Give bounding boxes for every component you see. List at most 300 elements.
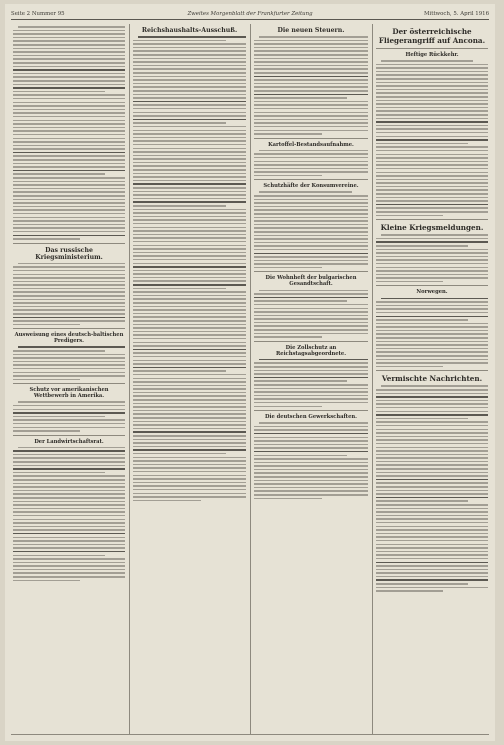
text-line [254, 213, 368, 215]
text-line [376, 547, 488, 549]
text-line [133, 255, 246, 257]
text-line [13, 231, 125, 233]
text-line [13, 281, 125, 283]
text-line [254, 122, 368, 124]
column-3 [254, 24, 368, 501]
section-rule [254, 179, 368, 180]
text-line [254, 362, 368, 364]
text-line [13, 501, 125, 503]
text-line [13, 188, 125, 190]
text-line [254, 388, 368, 390]
article-heading: Der österreichische Fliegerangriff auf Ancona. [378, 27, 486, 45]
text-line [254, 433, 368, 435]
text-line [133, 115, 246, 117]
text-line [254, 267, 322, 269]
column-4 [376, 24, 488, 594]
text-line [13, 572, 125, 574]
text-line [133, 140, 246, 142]
text-line [254, 373, 368, 375]
text-line [376, 267, 488, 269]
text-line [133, 399, 246, 401]
text-line [376, 301, 488, 303]
text-line [133, 83, 246, 85]
text-line [13, 274, 125, 276]
text-line [18, 346, 125, 348]
column-1 [13, 24, 125, 583]
text-line [376, 132, 488, 134]
text-line [133, 496, 246, 498]
text-line [133, 40, 226, 42]
text-line [376, 436, 488, 438]
text-line [13, 565, 125, 567]
text-line [376, 249, 488, 251]
text-line [13, 284, 125, 286]
article-heading: Der Landwirtschaftsrat. [34, 438, 104, 445]
text-line [254, 90, 368, 92]
text-line [254, 68, 368, 70]
text-line [13, 44, 125, 46]
text-line [133, 338, 246, 340]
text-line [376, 536, 488, 538]
text-line [13, 405, 125, 407]
text-line [376, 241, 488, 243]
text-line [376, 362, 488, 364]
text-line [376, 590, 443, 592]
text-line [13, 423, 125, 425]
text-line [18, 26, 125, 28]
text-line [376, 330, 488, 332]
text-line [13, 493, 125, 495]
text-line [254, 256, 368, 258]
text-line [13, 120, 125, 122]
text-line [376, 333, 488, 335]
text-line [133, 234, 246, 236]
text-line [13, 306, 125, 308]
text-line [254, 333, 368, 335]
text-line [376, 197, 488, 199]
text-line [133, 356, 246, 358]
text-line [13, 468, 125, 470]
text-line [13, 526, 125, 528]
text-line [254, 40, 368, 42]
text-line [376, 125, 488, 127]
text-line [13, 368, 125, 370]
text-line [133, 270, 246, 272]
article-text [13, 263, 125, 326]
text-line [133, 464, 246, 466]
text-line [13, 299, 125, 301]
text-line [13, 148, 125, 150]
text-line [133, 360, 246, 362]
text-line [376, 168, 488, 170]
section-rule [254, 138, 368, 139]
text-line [254, 249, 368, 251]
text-line [13, 558, 125, 560]
text-line [376, 281, 443, 283]
text-line [376, 118, 488, 120]
text-line [376, 493, 488, 495]
text-line [13, 419, 125, 421]
text-line [254, 235, 368, 237]
text-line [13, 490, 125, 492]
text-line [13, 497, 125, 499]
text-line [133, 86, 246, 88]
section-rule [376, 219, 488, 220]
column-divider [250, 24, 251, 734]
text-line [18, 263, 125, 265]
text-line [133, 43, 246, 45]
text-line [13, 576, 125, 578]
text-line [133, 446, 246, 448]
text-line [133, 421, 246, 423]
text-line [376, 193, 488, 195]
text-line [376, 74, 488, 76]
text-line [13, 529, 125, 531]
text-line [13, 379, 80, 381]
text-line [13, 66, 125, 68]
text-line [13, 302, 125, 304]
text-line [13, 170, 125, 172]
text-line [133, 165, 246, 167]
text-line [133, 406, 246, 408]
text-line [376, 263, 488, 265]
text-line [254, 380, 347, 382]
text-line [13, 87, 125, 89]
text-line [376, 143, 468, 145]
text-line [13, 562, 125, 564]
text-line [133, 158, 246, 160]
text-line [254, 224, 368, 226]
article-text [13, 26, 125, 240]
text-line [376, 238, 488, 240]
text-line [133, 367, 246, 369]
text-line [376, 96, 488, 98]
text-line [13, 184, 125, 186]
text-line [376, 207, 488, 209]
text-line [133, 266, 246, 268]
text-line [13, 540, 125, 542]
text-line [133, 273, 246, 275]
text-line [376, 457, 488, 459]
text-line [133, 191, 246, 193]
text-line [13, 213, 125, 215]
text-line [254, 384, 368, 386]
text-line [376, 64, 488, 66]
text-line [13, 195, 125, 197]
text-line [376, 215, 443, 217]
text-line [254, 398, 368, 400]
text-line [376, 274, 488, 276]
text-line [376, 186, 488, 188]
text-line [133, 388, 246, 390]
text-line [254, 242, 368, 244]
text-line [133, 119, 246, 121]
text-line [13, 177, 125, 179]
text-line [376, 82, 488, 84]
text-line [376, 504, 488, 506]
text-line [13, 324, 80, 326]
text-line [376, 439, 488, 441]
text-line [376, 393, 488, 395]
text-line [133, 284, 246, 286]
text-line [133, 227, 246, 229]
text-line [259, 359, 368, 361]
text-line [133, 209, 246, 211]
text-line [13, 515, 125, 517]
text-line [133, 194, 246, 196]
text-line [376, 569, 488, 571]
text-line [376, 85, 488, 87]
article-heading: Heftige Rückkehr. [405, 52, 459, 58]
text-line [376, 128, 488, 130]
text-line [376, 572, 488, 574]
text-line [376, 154, 488, 156]
text-line [376, 270, 488, 272]
section-rule [376, 370, 488, 371]
text-line [13, 372, 125, 374]
text-line [133, 378, 246, 380]
text-line [254, 426, 368, 428]
text-line [254, 487, 368, 489]
text-line [13, 69, 125, 71]
text-line [133, 424, 246, 426]
section-rule [13, 328, 125, 329]
text-line [133, 313, 246, 315]
text-line [254, 209, 368, 211]
article-heading: Die neuen Steuern. [277, 27, 345, 34]
section-rule [254, 341, 368, 342]
text-line [254, 43, 368, 45]
text-line [376, 175, 488, 177]
text-line [376, 518, 488, 520]
text-line [254, 395, 368, 397]
text-line [376, 468, 488, 470]
article-heading: Die Zollschutz an Reichstagsabgeordnete. [275, 344, 347, 357]
text-line [13, 55, 125, 57]
text-line [376, 490, 488, 492]
text-line [133, 97, 246, 99]
text-line [13, 461, 125, 463]
text-line [13, 109, 125, 111]
text-line [133, 431, 246, 433]
text-line [13, 416, 105, 418]
text-line [133, 280, 246, 282]
text-line [13, 227, 125, 229]
text-line [376, 89, 488, 91]
text-line [254, 161, 368, 163]
text-line [254, 199, 368, 201]
text-line [254, 293, 368, 295]
text-line [254, 94, 368, 96]
text-line [376, 341, 488, 343]
text-line [133, 68, 246, 70]
text-line [254, 119, 368, 121]
text-line [254, 377, 368, 379]
text-line [133, 435, 246, 437]
text-line [254, 370, 368, 372]
article-text [376, 298, 488, 368]
text-line [13, 409, 125, 411]
text-line [376, 305, 488, 307]
text-line [133, 363, 246, 365]
text-line [13, 547, 125, 549]
article-text [13, 401, 125, 431]
text-line [133, 252, 246, 254]
text-line [254, 304, 368, 306]
text-line [13, 191, 125, 193]
section-rule [254, 410, 368, 411]
text-line [13, 320, 125, 322]
article-heading: Ausweisung eines deutsch-baltischen Predigers. [14, 332, 124, 345]
text-line [254, 202, 368, 204]
text-line [376, 252, 488, 254]
text-line [376, 312, 488, 314]
text-line [13, 37, 125, 39]
text-line [254, 101, 368, 103]
text-line [376, 92, 488, 94]
text-line [254, 47, 368, 49]
text-line [133, 248, 246, 250]
text-line [376, 157, 488, 159]
text-line [13, 580, 80, 582]
text-line [13, 427, 125, 429]
text-line [254, 168, 368, 170]
text-line [133, 475, 246, 477]
text-line [254, 465, 368, 467]
text-line [133, 241, 246, 243]
text-line [376, 544, 488, 546]
text-line [13, 209, 125, 211]
text-line [376, 486, 488, 488]
text-line [254, 115, 368, 117]
text-line [376, 515, 488, 517]
text-line [13, 102, 125, 104]
text-line [376, 396, 488, 398]
text-line [133, 101, 246, 103]
text-line [376, 414, 488, 416]
text-line [13, 112, 125, 114]
text-line [133, 349, 246, 351]
text-line [133, 442, 246, 444]
text-line [13, 166, 125, 168]
text-line [13, 199, 125, 201]
text-line [376, 418, 468, 420]
text-line [18, 401, 125, 403]
text-line [259, 150, 368, 152]
text-line [376, 500, 468, 502]
text-line [133, 410, 246, 412]
text-line [254, 447, 368, 449]
text-line [376, 110, 488, 112]
text-line [254, 263, 368, 265]
text-line [376, 179, 488, 181]
text-line [376, 511, 488, 513]
column-2 [133, 24, 246, 503]
text-line [133, 453, 226, 455]
text-line [138, 36, 246, 38]
text-line [254, 308, 368, 310]
page-header [11, 9, 489, 20]
article-text [13, 447, 125, 581]
text-line [376, 78, 488, 80]
text-line [254, 61, 368, 63]
text-line [376, 526, 488, 528]
text-line [133, 352, 246, 354]
text-line [13, 555, 105, 557]
text-line [13, 105, 125, 107]
column-divider [129, 24, 130, 734]
text-line [133, 201, 246, 203]
text-line [133, 169, 246, 171]
text-line [13, 313, 125, 315]
text-line [376, 421, 488, 423]
text-line [13, 361, 125, 363]
section-rule [376, 285, 488, 286]
text-line [13, 40, 125, 42]
text-line [133, 54, 246, 56]
text-line [376, 71, 488, 73]
text-line [13, 76, 125, 78]
text-line [254, 336, 322, 338]
text-line [254, 79, 368, 81]
issue-date: Mittwoch, 5. April 1916 [423, 11, 489, 17]
text-line [133, 485, 246, 487]
article-text [254, 422, 368, 499]
text-line [133, 180, 246, 182]
text-line [13, 291, 125, 293]
text-line [133, 112, 246, 114]
text-line [381, 234, 488, 236]
text-line [133, 500, 201, 502]
text-line [133, 460, 246, 462]
text-line [254, 297, 368, 299]
text-line [133, 342, 246, 344]
text-line [254, 490, 368, 492]
text-line [376, 443, 488, 445]
text-line [254, 476, 368, 478]
text-line [254, 153, 368, 155]
text-line [254, 112, 368, 114]
text-line [254, 206, 368, 208]
text-line [376, 558, 488, 560]
text-line [133, 471, 246, 473]
text-line [254, 260, 368, 262]
text-line [254, 480, 368, 482]
text-line [133, 417, 246, 419]
text-line [254, 329, 368, 331]
text-line [254, 451, 368, 453]
text-line [13, 295, 125, 297]
text-line [133, 245, 246, 247]
text-line [254, 86, 368, 88]
article-text [254, 191, 368, 268]
text-line [254, 444, 368, 446]
text-line [254, 227, 368, 229]
text-line [13, 220, 125, 222]
text-line [13, 309, 125, 311]
text-line [133, 467, 246, 469]
text-line [376, 508, 488, 510]
text-line [254, 108, 368, 110]
text-line [13, 73, 125, 75]
text-line [133, 61, 246, 63]
text-line [254, 469, 368, 471]
text-line [13, 317, 125, 319]
text-line [376, 551, 488, 553]
text-line [254, 58, 368, 60]
text-line [133, 302, 246, 304]
text-line [13, 350, 105, 352]
